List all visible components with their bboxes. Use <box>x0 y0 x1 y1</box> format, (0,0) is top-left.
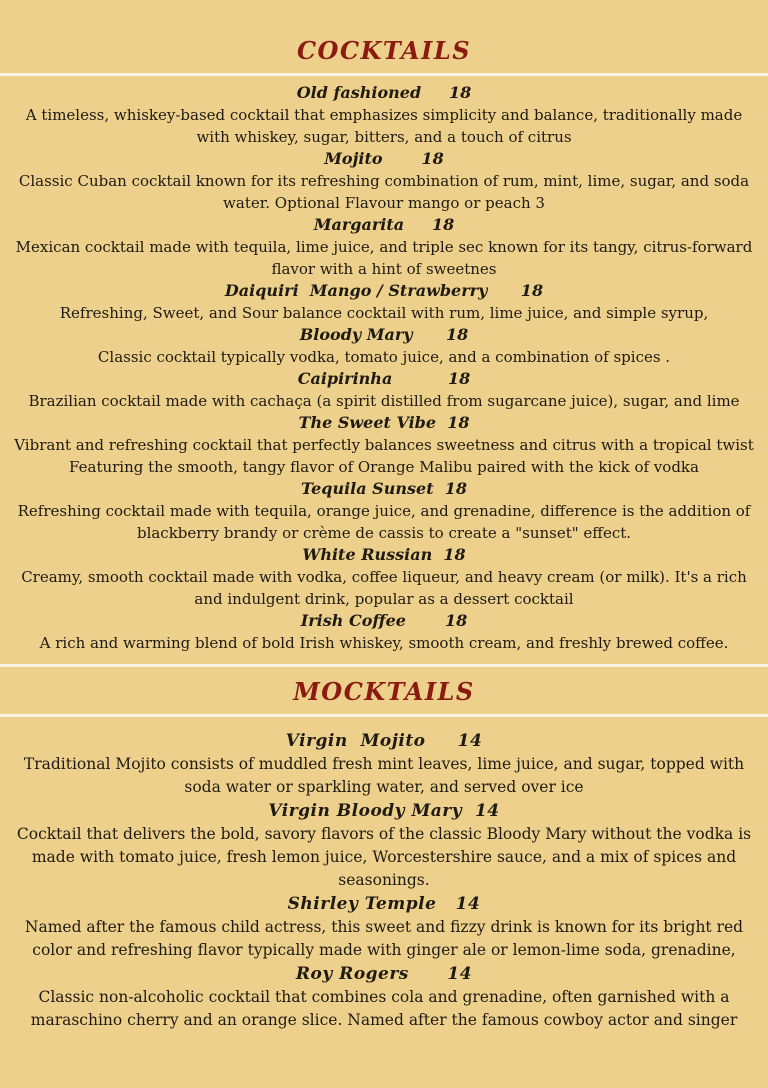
menu-item <box>0 962 768 1032</box>
item-name: Bloody Mary 18 <box>299 325 469 344</box>
item-name: Caipirinha 18 <box>297 369 471 388</box>
item-description: Named after the famous child actress, this sweet and fizzy drink is known for its bright red color and refreshing flavor typically made with ginger ale or lemon-lime soda, grenadine, <box>24 918 744 959</box>
menu-item <box>0 148 768 214</box>
item-description: Refreshing, Sweet, and Sour balance cocktail with rum, lime juice, and simple syrup, <box>59 304 709 322</box>
menu-item <box>0 280 768 324</box>
item-name: Roy Rogers 14 <box>295 964 473 984</box>
menu-item <box>0 799 768 892</box>
menu-item <box>0 610 768 654</box>
item-name: Daiquiri Mango / Strawberry 18 <box>224 281 544 300</box>
item-name: The Sweet Vibe 18 <box>298 413 470 432</box>
menu-item <box>0 368 768 412</box>
item-description: Classic Cuban cocktail known for its refreshing combination of rum, mint, lime, sugar, and soda water. Optional Flavour mango or peach 3 <box>18 172 750 212</box>
item-name: Margarita 18 <box>313 215 455 234</box>
cocktails-heading: COCKTAILS <box>296 36 472 65</box>
menu-item <box>0 324 768 368</box>
item-name: Irish Coffee 18 <box>300 611 468 630</box>
item-description: Traditional Mojito consists of muddled fresh mint leaves, lime juice, and sugar, topped with soda water or sparkling water, and served over ice <box>23 755 745 796</box>
menu-item <box>0 214 768 280</box>
item-description: A rich and warming blend of bold Irish whiskey, smooth cream, and freshly brewed coffee. <box>39 634 729 652</box>
menu-item <box>0 892 768 962</box>
item-name: Old fashioned 18 <box>296 83 472 102</box>
item-description: Classic cocktail typically vodka, tomato juice, and a combination of spices . <box>97 348 671 366</box>
mocktails-heading: MOCKTAILS <box>293 677 475 706</box>
menu-item <box>0 729 768 799</box>
item-description: Mexican cocktail made with tequila, lime juice, and triple sec known for its tangy, citrus-forward flavor with a hint of sweetnes <box>15 238 753 278</box>
cocktails-section <box>0 82 768 654</box>
menu-item <box>0 544 768 610</box>
mocktails-section <box>0 729 768 1032</box>
menu-item <box>0 412 768 478</box>
item-description: Classic non-alcoholic cocktail that combines cola and grenadine, often garnished with a maraschino cherry and an orange slice. Named after the famous cowboy actor and singer <box>30 988 738 1029</box>
item-description: Cocktail that delivers the bold, savory flavors of the classic Bloody Mary without the vodka is made with tomato juice, fresh lemon juice, Worcestershire sauce, and a mix of spices and seasonings. <box>16 825 752 889</box>
item-description: Brazilian cocktail made with cachaça (a spirit distilled from sugarcane juice), sugar, and lime <box>28 392 740 410</box>
item-name: Shirley Temple 14 <box>287 894 481 914</box>
item-description: A timeless, whiskey-based cocktail that emphasizes simplicity and balance, traditionally made with whiskey, sugar, bitters, and a touch of citrus <box>25 106 743 146</box>
item-description: Creamy, smooth cocktail made with vodka, coffee liqueur, and heavy cream (or milk). It's a rich and indulgent drink, popular as a dessert cocktail <box>21 568 747 608</box>
item-name: White Russian 18 <box>302 545 466 564</box>
item-description: Vibrant and refreshing cocktail that perfectly balances sweetness and citrus with a tropical twist Featuring the smooth, tangy flavor of Orange Malibu paired with the kick of vodka <box>14 436 754 476</box>
item-name: Virgin Bloody Mary 14 <box>268 801 500 821</box>
menu-item <box>0 478 768 544</box>
item-name: Mojito 18 <box>324 149 444 168</box>
item-description: Refreshing cocktail made with tequila, orange juice, and grenadine, difference is the addition of blackberry brandy or crème de cassis to create a "sunset" effect. <box>17 502 751 542</box>
item-name: Tequila Sunset 18 <box>301 479 467 498</box>
item-name: Virgin Mojito 14 <box>285 731 483 751</box>
menu-item <box>0 82 768 148</box>
